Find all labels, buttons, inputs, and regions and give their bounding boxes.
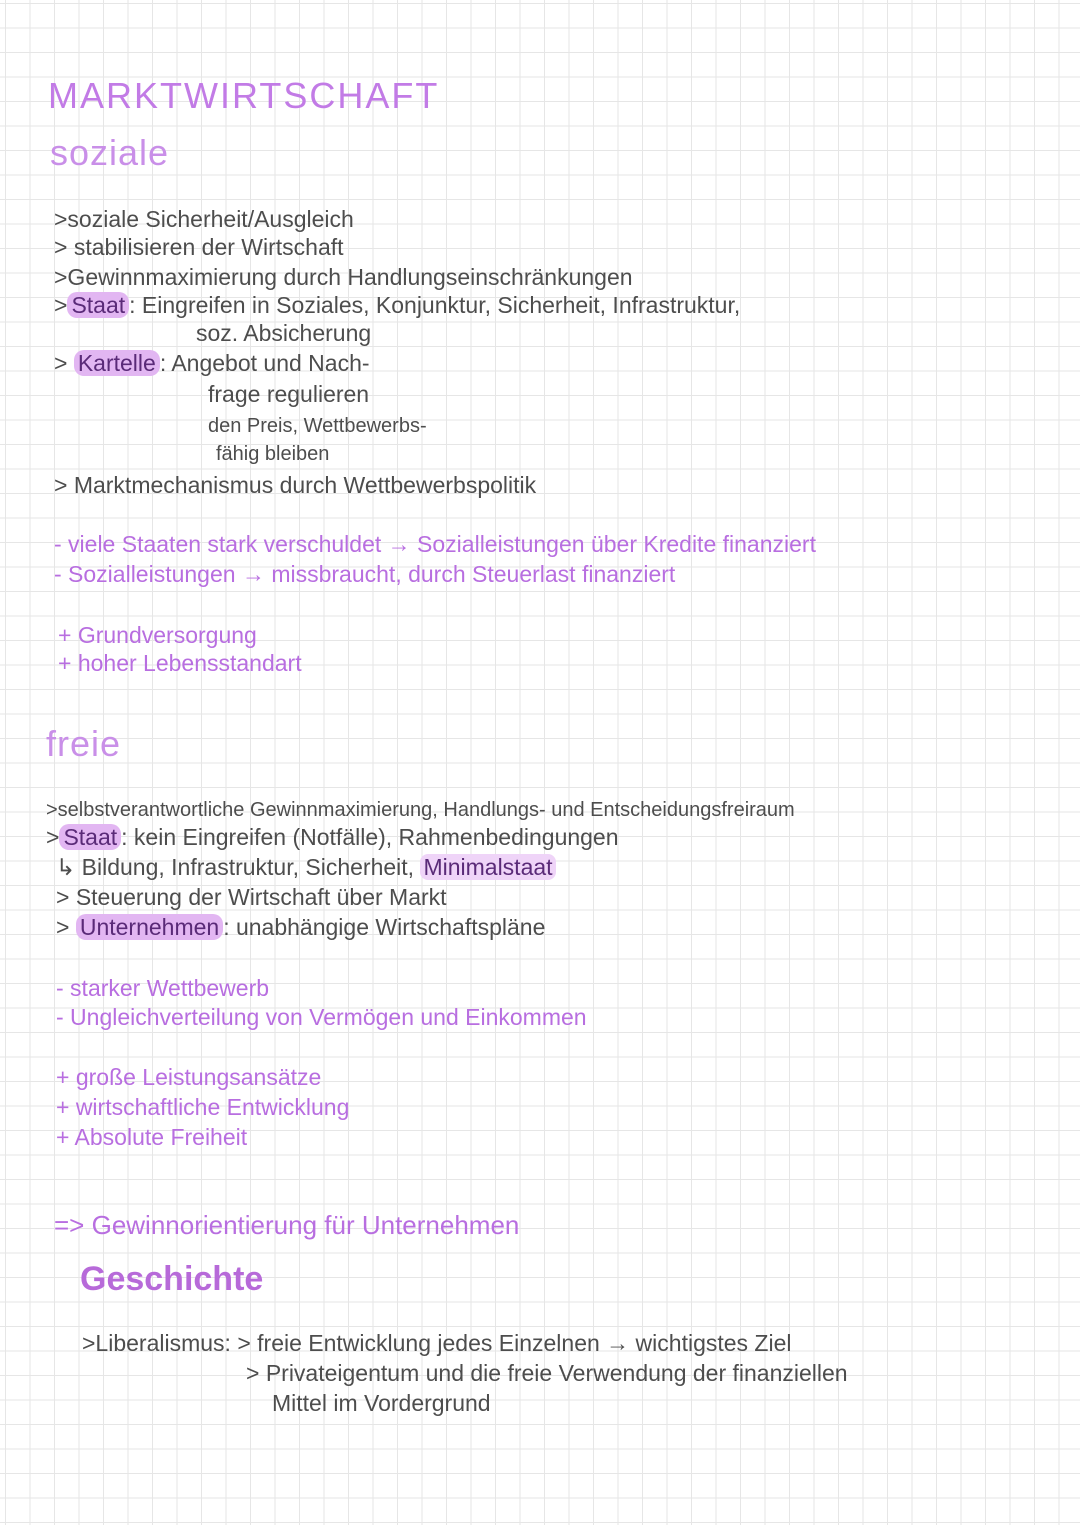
highlight-unternehmen: Unternehmen	[76, 914, 223, 940]
soziale-line-7: frage regulieren	[208, 381, 370, 407]
soziale-line-4-text: : Eingreifen in Soziales, Konjunktur, Sicherheit, Infrastruktur,	[129, 292, 741, 318]
soziale-minus-2: - Sozialleistungen → missbraucht, durch Steuerlast finanziert	[54, 561, 676, 587]
soziale-line-2: > stabilisieren der Wirtschaft	[54, 234, 344, 260]
conclusion: => Gewinnorientierung für Unternehmen	[54, 1210, 520, 1240]
geschichte-line-2: > Privateigentum und die freie Verwendung der finanziellen	[246, 1360, 848, 1386]
soziale-line-9: fähig bleiben	[216, 443, 330, 465]
freie-line-4: > Steuerung der Wirtschaft über Markt	[56, 884, 447, 910]
freie-line-5-text: : unabhängige Wirtschaftspläne	[223, 914, 546, 940]
freie-plus-2: + wirtschaftliche Entwicklung	[56, 1094, 350, 1120]
freie-line-2	[46, 826, 619, 849]
freie-line-1: >selbstverantwortliche Gewinnmaximierung, Handlungs- und Entscheidungsfreiraum	[46, 799, 795, 821]
section-heading-geschichte: Geschichte	[80, 1260, 264, 1298]
freie-line-2-text: : kein Eingreifen (Notfälle), Rahmenbedingungen	[121, 824, 619, 850]
soziale-plus-2: + hoher Lebensstandart	[58, 650, 302, 676]
soziale-line-10: > Marktmechanismus durch Wettbewerbspolitik	[54, 472, 537, 498]
bullet: >	[56, 914, 70, 940]
freie-minus-2: - Ungleichverteilung von Vermögen und Einkommen	[56, 1004, 587, 1030]
soziale-line-8: den Preis, Wettbewerbs-	[208, 415, 427, 437]
freie-line-3	[56, 856, 556, 879]
soziale-minus-1: - viele Staaten stark verschuldet → Sozialleistungen über Kredite finanziert	[54, 531, 816, 557]
geschichte-line-3: Mittel im Vordergrund	[272, 1390, 491, 1416]
section-heading-freie: freie	[46, 723, 122, 764]
freie-line-3-text: ↳ Bildung, Infrastruktur, Sicherheit,	[56, 854, 415, 880]
bullet: >	[46, 824, 60, 850]
freie-line-5	[56, 916, 545, 939]
soziale-line-3: >Gewinnmaximierung durch Handlungseinschränkungen	[54, 264, 633, 290]
soziale-line-6	[54, 352, 370, 375]
geschichte-line-1: >Liberalismus: > freie Entwicklung jedes Einzelnen → wichtigstes Ziel	[82, 1330, 792, 1356]
soziale-line-4	[54, 294, 740, 317]
soziale-line-5: soz. Absicherung	[196, 320, 372, 346]
highlight-staat: Staat	[67, 292, 129, 318]
freie-plus-1: + große Leistungsansätze	[56, 1064, 322, 1090]
freie-plus-3: + Absolute Freiheit	[56, 1124, 248, 1150]
bullet: >	[54, 350, 68, 376]
soziale-line-6-text: : Angebot und Nach-	[159, 350, 370, 376]
highlight-kartelle: Kartelle	[74, 350, 160, 376]
section-heading-soziale: soziale	[50, 132, 170, 173]
bullet: >	[54, 292, 68, 318]
page-title: MARKTWIRTSCHAFT	[48, 75, 440, 116]
highlight-minimalstaat: Minimalstaat	[420, 854, 555, 880]
soziale-plus-1: + Grundversorgung	[58, 622, 257, 648]
freie-minus-1: - starker Wettbewerb	[56, 975, 270, 1001]
soziale-line-1: >soziale Sicherheit/Ausgleich	[54, 206, 354, 232]
highlight-staat: Staat	[59, 824, 121, 850]
